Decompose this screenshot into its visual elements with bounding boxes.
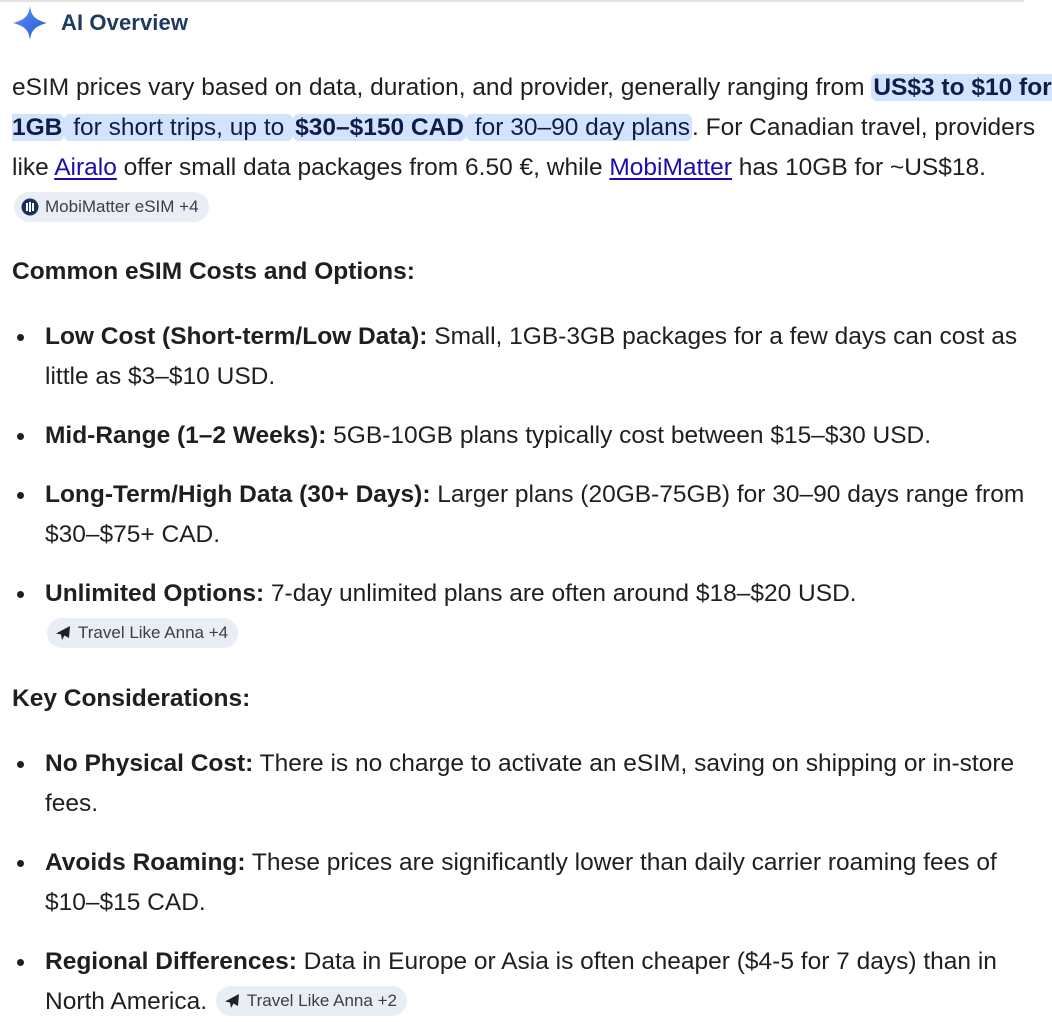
ai-overview-content: [12, 68, 1052, 1022]
airplane-icon: [54, 624, 72, 642]
section-heading-costs: Common eSIM Costs and Options:: [12, 258, 415, 285]
highlight-text-end: for 30–90 day plans: [467, 114, 691, 141]
airalo-link[interactable]: Airalo: [54, 154, 117, 181]
top-divider: [0, 0, 1024, 2]
list-item: [12, 574, 1052, 654]
chip-label: Travel Like Anna +4: [78, 622, 229, 642]
list-item: [12, 843, 1052, 923]
item-title: Regional Differences:: [45, 948, 297, 975]
costs-list: [12, 317, 1052, 654]
item-text: Larger plans (20GB-75GB) for 30–90 days range from $30–$75+ CAD.: [45, 481, 1025, 548]
chip-label: MobiMatter eSIM +4: [45, 196, 199, 216]
list-item: [12, 744, 1052, 824]
item-text: 7-day unlimited plans are often around $18–$20 USD.: [264, 580, 857, 607]
source-chip-travel-like-anna-2[interactable]: [216, 986, 407, 1016]
intro-paragraph: [12, 68, 1052, 228]
considerations-list: [12, 744, 1052, 1022]
item-title: Avoids Roaming:: [45, 849, 246, 876]
list-item: [12, 317, 1052, 397]
source-chip-mobimatter[interactable]: [14, 192, 209, 222]
chip-label: Travel Like Anna +2: [246, 990, 397, 1010]
highlight-price-range: US$3 to $10 for 1GB: [12, 74, 1052, 141]
intro-text-2: . For Canadian travel, providers like: [12, 114, 1036, 181]
item-text: These prices are significantly lower than daily carrier roaming fees of $10–$15 CAD.: [45, 849, 997, 916]
intro-text-3: offer small data packages from 6.50 €, while: [116, 154, 610, 181]
airplane-icon: [223, 992, 241, 1010]
gemini-sparkle-icon: [12, 5, 48, 41]
item-title: Low Cost (Short-term/Low Data):: [45, 323, 428, 350]
list-item: [12, 942, 1052, 1022]
highlight-price-cad: $30–$150 CAD: [295, 114, 464, 141]
item-title: Long-Term/High Data (30+ Days):: [45, 481, 431, 508]
ai-overview-title: AI Overview: [61, 10, 189, 35]
section-heading-considerations: Key Considerations:: [12, 685, 251, 712]
item-text: Data in Europe or Asia is often cheaper ($4-5 for 7 days) than in North America.: [45, 948, 997, 1015]
ai-overview-header: [12, 5, 188, 41]
mobimatter-logo-icon: [21, 198, 39, 216]
item-title: Unlimited Options:: [45, 580, 265, 607]
item-text: There is no charge to activate an eSIM, saving on shipping or in-store fees.: [45, 750, 1015, 817]
mobimatter-link[interactable]: MobiMatter: [609, 154, 732, 181]
list-item: [12, 475, 1052, 555]
item-title: No Physical Cost:: [45, 750, 254, 777]
list-item: [12, 416, 1052, 456]
intro-text-4: has 10GB for ~US$18.: [731, 154, 986, 181]
highlight-text: for short trips, up to: [66, 114, 292, 141]
intro-text: eSIM prices vary based on data, duration, and provider, generally ranging from: [12, 74, 872, 101]
item-text: Small, 1GB-3GB packages for a few days can cost as little as $3–$10 USD.: [45, 323, 1018, 390]
item-text: 5GB-10GB plans typically cost between $15–$30 USD.: [326, 422, 932, 449]
source-chip-travel-like-anna[interactable]: [47, 618, 238, 648]
item-title: Mid-Range (1–2 Weeks):: [45, 422, 327, 449]
